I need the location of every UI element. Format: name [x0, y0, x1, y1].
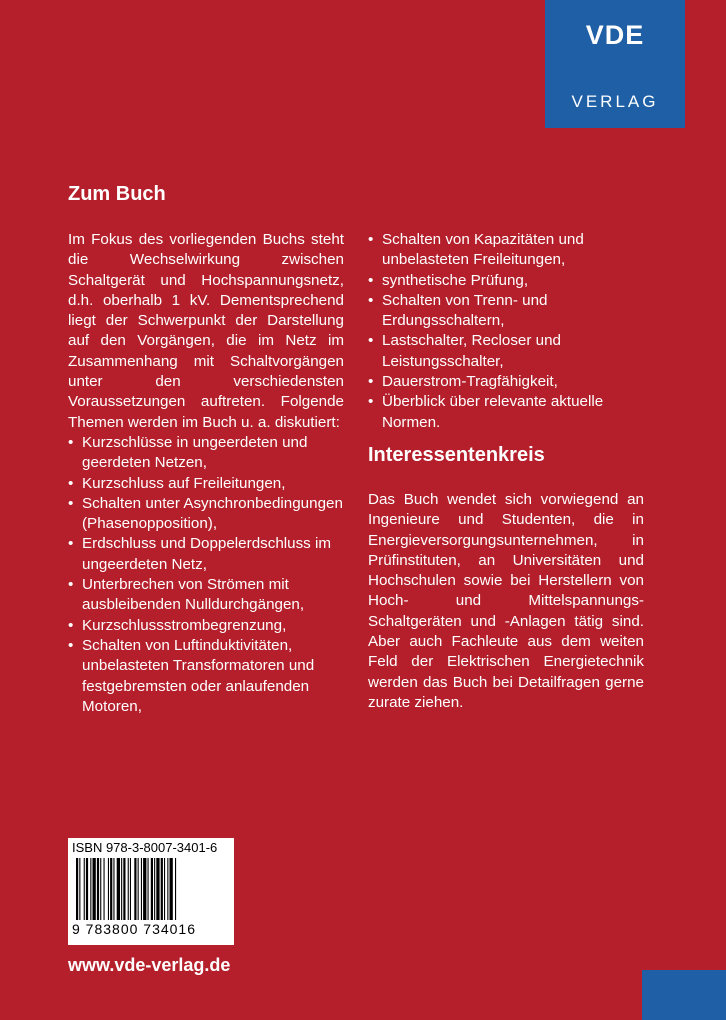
barcode-bar	[110, 858, 112, 920]
logo-sub-text: VERLAG	[571, 92, 659, 111]
list-item: • Schalten von Trenn- und Erdungsschaltern,	[368, 291, 644, 332]
barcode-bar	[84, 858, 85, 920]
list-item: • Kurzschlüsse in ungeerdeten und geerdeten Netzen,	[68, 433, 344, 474]
barcode-bar	[79, 858, 80, 920]
right-column-text	[368, 490, 644, 713]
barcode-bar	[156, 858, 159, 920]
barcode-bar	[154, 858, 155, 920]
list-item: • synthetische Prüfung,	[368, 271, 644, 291]
barcode-bar	[104, 858, 105, 920]
corner-accent-block	[642, 970, 726, 1020]
barcode-bar	[76, 858, 78, 920]
right-column-list	[368, 230, 644, 433]
barcode-bar	[90, 858, 91, 920]
publisher-logo	[545, 0, 685, 128]
barcode-bar	[128, 858, 129, 920]
list-item: • Schalten von Luftinduktivitäten, unbelasteten Transformatoren und festgebremsten oder anlaufenden Motoren,	[68, 636, 344, 717]
barcode-bar	[134, 858, 136, 920]
barcode-bar	[175, 858, 176, 920]
list-item: • Schalten von Kapazitäten und unbelasteten Freileitungen,	[368, 230, 644, 271]
barcode-bar	[170, 858, 173, 920]
list-item: • Kurzschlussstrombegrenzung,	[68, 616, 344, 636]
barcode-bar	[86, 858, 88, 920]
barcode-bar	[100, 858, 101, 920]
barcode-bar	[123, 858, 125, 920]
list-item: • Unterbrechen von Strömen mit ausbleibenden Nulldurchgängen,	[68, 575, 344, 616]
list-item: • Erdschluss und Doppelerdschluss im ungeerdeten Netz,	[68, 534, 344, 575]
list-item: • Schalten unter Asynchronbedingungen (Phasenopposition),	[68, 494, 344, 535]
barcode-bar	[130, 858, 131, 920]
barcode-bar	[141, 858, 142, 920]
publisher-url: www.vde-verlag.de	[68, 955, 231, 975]
heading-zum-buch: Zum Buch	[68, 183, 166, 205]
barcode-bar	[97, 858, 99, 920]
barcode-bars	[72, 858, 230, 920]
barcode-bar	[113, 858, 114, 920]
barcode-bar	[108, 858, 109, 920]
heading-interessentenkreis: Interessentenkreis	[368, 444, 545, 466]
list-item: • Dauerstrom-Tragfähigkeit,	[368, 372, 644, 392]
intro-paragraph: Im Fokus des vorliegenden Buchs steht die Wechselwirkung zwischen Schaltgerät und Hochspannungsnetz, d.h. oberhalb 1 kV. Dementsprechend liegt der Schwerpunkt der Darstellung auf den Vorgängen, die im Netz im Zusammenhang mit Schaltvorgängen unter den verschiedensten Voraussetzungen auftreten. Folgende Themen werden im Buch u. a. diskutiert:	[68, 231, 344, 431]
topic-list-left	[68, 433, 344, 717]
barcode-bar	[164, 858, 165, 920]
barcode-bar	[151, 858, 153, 920]
barcode-bar	[117, 858, 120, 920]
audience-paragraph: Das Buch wendet sich vorwiegend an Ingenieure und Studenten, die in Energieversorgungsunternehmen, in Prüfinstituten, an Universitäten und Hochschulen sowie bei Herstellern von Hoch- und Mittelspannungs-Schaltgeräten und -Anlagen tätig sind. Aber auch Fachleute aus dem weiten Feld der Elektrischen Energietechnik werden das Buch bei Detailfragen gerne zurate ziehen.	[368, 491, 644, 711]
isbn-label: ISBN 978-3-8007-3401-6	[72, 840, 218, 855]
list-item: • Kurzschluss auf Freileitungen,	[68, 474, 344, 494]
barcode-bar	[121, 858, 122, 920]
barcode-bar	[148, 858, 149, 920]
logo-main-text: VDE	[585, 20, 645, 50]
barcode-graphic	[72, 858, 230, 920]
barcode-digits: 9 783800 734016	[72, 921, 196, 937]
barcode-bar	[143, 858, 146, 920]
barcode-bar	[93, 858, 96, 920]
barcode-bar	[167, 858, 168, 920]
barcode-bar	[161, 858, 163, 920]
topic-list-right	[368, 230, 644, 433]
isbn-barcode	[68, 838, 234, 945]
list-item: • Überblick über relevante aktuelle Normen.	[368, 392, 644, 433]
left-column	[68, 230, 344, 717]
list-item: • Lastschalter, Recloser und Leistungsschalter,	[368, 331, 644, 372]
barcode-bar	[138, 858, 139, 920]
